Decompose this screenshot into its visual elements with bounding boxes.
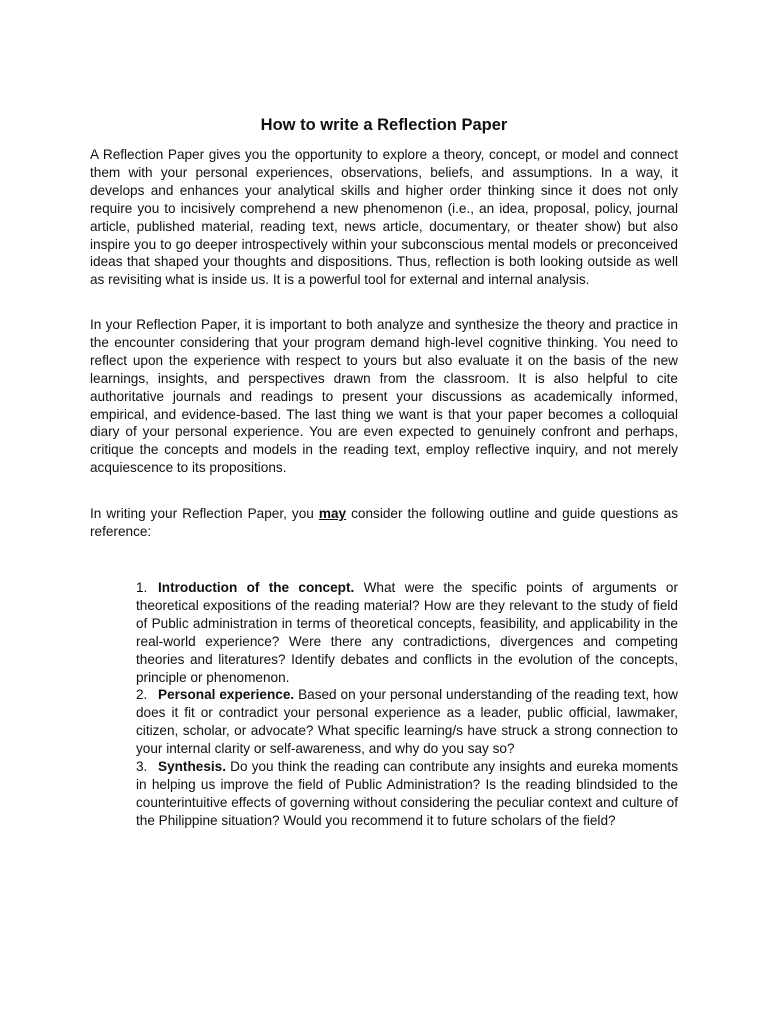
outline-intro-paragraph bbox=[90, 505, 678, 541]
outline-item-heading: Introduction of the concept. bbox=[158, 580, 355, 595]
outline-list bbox=[136, 579, 678, 830]
analysis-paragraph: In your Reflection Paper, it is important to both analyze and synthesize the theory and practice in the encounter considering that your program demand high-level cognitive thinking. You need to reflect upon the experience with respect to yours but also evaluate it on the basis of the new learnings, insights, and perspectives drawn from the classroom. It is also helpful to cite authoritative journals and readings to present your discussions as academically informed, empirical, and evidence-based. The last thing we want is that your paper becomes a colloquial diary of your personal experience. You are even expected to genuinely confront and perhaps, critique the concepts and models in the reading text, employ reflective inquiry, and not merely acquiescence to its propositions. bbox=[90, 317, 678, 476]
outline-item-number: 3. bbox=[136, 759, 148, 775]
outline-intro-text-before: In writing your Reflection Paper, you bbox=[90, 506, 319, 521]
outline-item-number: 2. bbox=[136, 687, 148, 703]
outline-item-synthesis bbox=[136, 758, 678, 830]
outline-item-number: 1. bbox=[136, 580, 148, 595]
intro-paragraph: A Reflection Paper gives you the opportunity to explore a theory, concept, or model and connect them with your personal experiences, observations, beliefs, and assumptions. In a way, it develops and enhances your analytical skills and higher order thinking since it does not only require you to incisively comprehend a new phenomenon (i.e., an idea, proposal, policy, journal article, published material, reading text, news article, documentary, or theater show) but also inspire you to go deeper introspectively within your subconscious mental models or preconceived ideas that shaped your thoughts and dispositions. Thus, reflection is both looking outside as well as revisiting what is inside us. It is a powerful tool for external and internal analysis. bbox=[90, 147, 678, 288]
outline-item-heading: Synthesis. bbox=[158, 759, 226, 775]
outline-item-text: Do you think the reading can contribute any insights and eureka moments in helping us improve the field of Public Administration? Is the reading blindsided to the counterintuitive effects of governing without considering the peculiar context and culture of the Philippine situation? Would you recommend it to future scholars of the field? bbox=[136, 759, 678, 828]
outline-item-personal-experience bbox=[136, 686, 678, 758]
outline-item-text: Based on your personal understanding of the reading text, how does it fit or contradict your personal experience as a leader, public official, lawmaker, citizen, scholar, or advocate? What specific learning/s have struck a strong connection to your internal clarity or self-awareness, and why do you say so? bbox=[136, 687, 678, 757]
outline-intro-text-after: consider the following outline and guide questions as reference: bbox=[90, 506, 679, 539]
may-emphasis: may bbox=[318, 506, 347, 521]
outline-item-heading: Personal experience. bbox=[158, 687, 295, 703]
outline-item-introduction bbox=[136, 579, 678, 686]
outline-item-text: What were the specific points of arguments or theoretical expositions of the reading material? How are they relevant to the study of field of Public administration in terms of theoretical concepts, feasibility, and applicability in the real-world experience? Were there any contradictions, divergences and competing theories and literatures? Identify debates and conflicts in the evolution of the concepts, principle or phenomenon. bbox=[136, 580, 678, 685]
page-title: How to write a Reflection Paper bbox=[260, 116, 508, 134]
